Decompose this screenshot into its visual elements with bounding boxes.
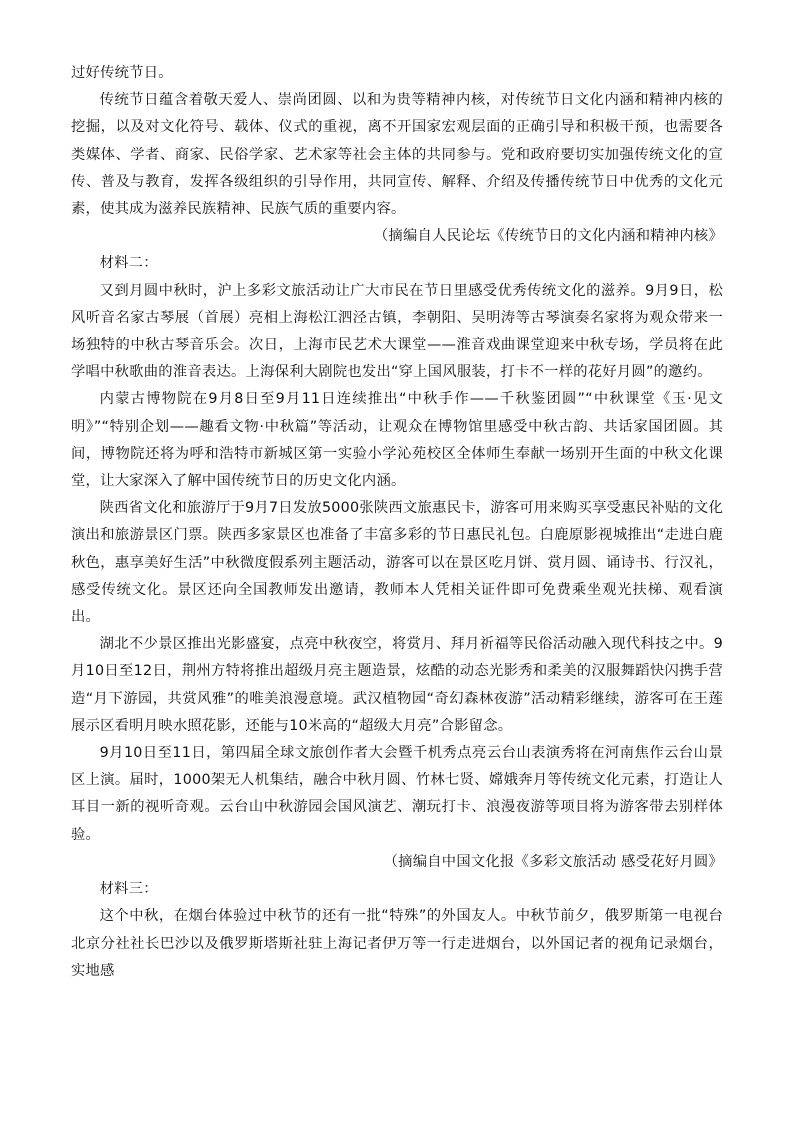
section-heading-material-three: 材料三： xyxy=(99,881,158,898)
paragraph-material-one: 传统节日蕴含着敬天爱人、崇尚团圆、以和为贵等精神内核，对传统节日文化内涵和精神内核的挖掘，以及对文化符号、载体、仪式的重视，离不开国家宏观层面的正确引导和积极干预，也需要各类媒体、学者、商家、民俗学家、艺术家等社会主体的共同参与。党和政府要切实加强传统文化的宣传、普及与教育，发挥各级组织的引导作用，共同宣传、解释、介绍及传播传统节日中优秀的文化元素，使其成为滋养民族精神、民族气质的重要内容。 xyxy=(71,92,723,218)
source-citation-two: （摘编自中国文化报《多彩文旅活动 感受花好月圆》 xyxy=(383,853,723,870)
paragraph-yuntai-mountain: 9月10日至11日，第四届全球文旅创作者大会暨千机秀点亮云台山表演秀将在河南焦作云台山景区上演。届时，1000架无人机集结，融合中秋月圆、竹林七贤、嫦娥奔月等传统文化元素，打造让人耳目一新的视听奇观。云台山中秋游园会国风演艺、潮玩打卡、浪漫夜游等项目将为游客带去别样体验。 xyxy=(71,745,723,843)
paragraph-inner-mongolia: 内蒙古博物院在9月8日至9月11日连续推出“中秋手作——千秋鉴团圆”“中秋课堂《玉·见文明》”“特别企划——趣看文物·中秋篇”等活动，让观众在博物馆里感受中秋古韵、共话家国团圆。其间，博物院还将为呼和浩特市新城区第一实验小学沁苑校区全体师生奉献一场别开生面的中秋文化课堂，让大家深入了解中国传统节日的历史文化内涵。 xyxy=(71,391,723,490)
paragraph-hubei: 湖北不少景区推出光影盛宴，点亮中秋夜空，将赏月、拜月祈福等民俗活动融入现代科技之中。9月10日至12日，荆州方特将推出超级月亮主题造景，炫酷的动态光影秀和柔美的汉服舞蹈快闪携手营造“月下游园，共赏风雅”的唯美浪漫意境。武汉植物园“奇幻森林夜游”活动精彩继续，游客可在王莲展示区看明月映水照花影，还能与10米高的“超级大月亮”合影留念。 xyxy=(71,636,723,734)
paragraph-intro-tail: 过好传统节日。 xyxy=(71,65,173,81)
document-page xyxy=(71,60,723,985)
paragraph-yantai: 这个中秋，在烟台体验过中秋节的还有一批“特殊”的外国友人。中秋节前夕，俄罗斯第一电视台北京分社社长巴沙以及俄罗斯塔斯社驻上海记者伊万等一行走进烟台，以外国记者的视角记录烟台，实地感 xyxy=(71,908,723,979)
source-citation-one: （摘编自人民论坛《传统节日的文化内涵和精神内核》 xyxy=(373,228,723,245)
section-heading-material-two: 材料二： xyxy=(99,255,158,272)
paragraph-shanghai: 又到月圆中秋时，沪上多彩文旅活动让广大市民在节日里感受优秀传统文化的滋养。9月9日，松风听音名家古琴展（首展）亮相上海松江泗泾古镇，李朝阳、吴明涛等古琴演奏名家将为观众带来一场独特的中秋古琴音乐会。次日，上海市民艺术大课堂——淮音戏曲课堂迎来中秋专场，学员将在此学唱中秋歌曲的淮音表达。上海保利大剧院也发出“穿上国风服装，打卡不一样的花好月圆”的邀约。 xyxy=(71,282,723,381)
paragraph-shaanxi: 陕西省文化和旅游厅于9月7日发放5000张陕西文旅惠民卡，游客可用来购买享受惠民补贴的文化演出和旅游景区门票。陕西多家景区也准备了丰富多彩的节日惠民礼包。白鹿原影视城推出“走进白鹿秋色，惠享美好生活”中秋微度假系列主题活动，游客可以在景区吃月饼、赏月圆、诵诗书、行汉礼，感受传统文化。景区还向全国教师发出邀请，教师本人凭相关证件即可免费乘坐观光扶梯、观看演出。 xyxy=(71,500,723,626)
